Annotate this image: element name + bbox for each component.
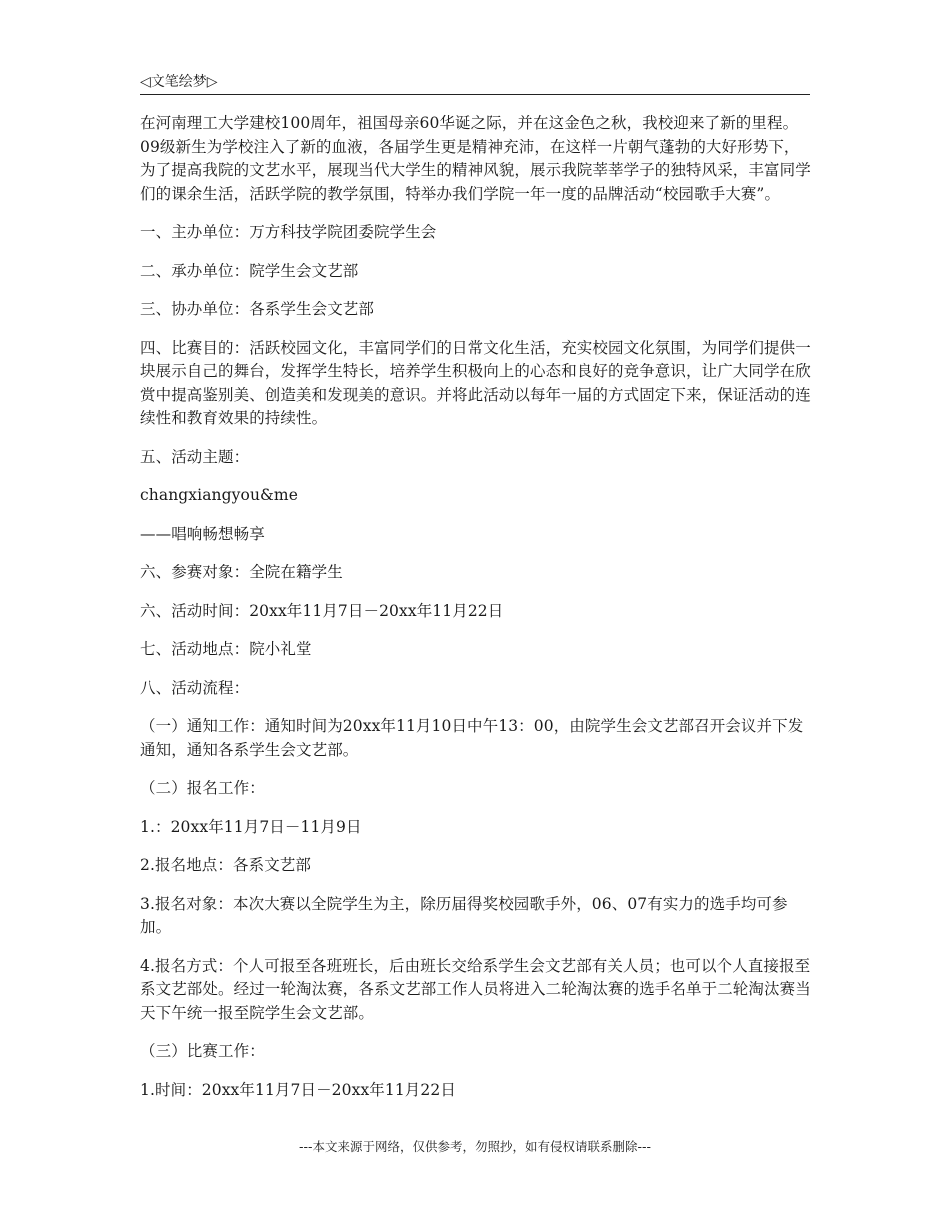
participants-line: 六、参赛对象：全院在籍学生: [140, 563, 343, 581]
theme-heading: 五、活动主题：: [140, 447, 250, 466]
registration-method: 4.报名方式：个人可报至各班班长，后由班长交给系学生会文艺部有关人员；也可以个人直接报至系文艺部处。经过一轮淘汰赛，各系文艺部工作人员将进入二轮淘汰赛的选手名单于二轮淘汰赛当天下午统一报至院学生会文艺部。: [140, 956, 811, 1022]
venue-line: 七、活动地点：院小礼堂: [140, 640, 312, 658]
registration-place: 2.报名地点：各系文艺部: [140, 856, 311, 874]
theme-english: changxiangyou&me: [140, 486, 298, 504]
header-title: ◁文笔绘梦▷: [140, 74, 218, 90]
theme-chinese: ——唱响畅想畅享: [140, 524, 265, 543]
registration-heading: （二）报名工作：: [140, 779, 265, 797]
registration-eligibility: 3.报名对象：本次大赛以全院学生为主，除历届得奖校园歌手外，06、07有实力的选手均可参加。: [140, 894, 788, 936]
document-body: [140, 112, 812, 1117]
intro-paragraph: 在河南理工大学建校100周年，祖国母亲60华诞之际，并在这金色之秋，我校迎来了新的里程。09级新生为学校注入了新的血液，各届学生更是精神充沛，在这样一片朝气蓬勃的大好形势下，为了提高我院的文艺水平，展现当代大学生的精神风貌，展示我院莘莘学子的独特风采，丰富同学们的课余生活，活跃学院的教学氛围，特举办我们学院一年一度的品牌活动“校园歌手大赛”。: [140, 114, 811, 203]
process-heading: 八、活动流程：: [140, 678, 250, 697]
competition-heading: （三）比赛工作：: [140, 1042, 265, 1060]
competition-time: 1.时间：20xx年11月7日－20xx年11月22日: [140, 1080, 456, 1099]
purpose-paragraph: 四、比赛目的：活跃校园文化，丰富同学们的日常文化生活，充实校园文化氛围，为同学们提供一块展示自己的舞台，发挥学生特长，培养学生积极向上的心态和良好的竞争意识，让广大同学在欣赏中提高鉴别美、创造美和发现美的意识。并将此活动以每年一届的方式固定下来，保证活动的连续性和教育效果的持续性。: [140, 338, 811, 427]
page-header: [140, 72, 810, 95]
host-line: 二、承办单位：院学生会文艺部: [140, 261, 359, 280]
registration-time: 1.：20xx年11月7日－11月9日: [140, 817, 362, 836]
organizer-line: 一、主办单位：万方科技学院团委院学生会: [140, 223, 437, 241]
notice-paragraph: （一）通知工作：通知时间为20xx年11月10日中午13：00，由院学生会文艺部召开会议并下发通知，通知各系学生会文艺部。: [140, 717, 804, 759]
time-line: 六、活动时间：20xx年11月7日－20xx年11月22日: [140, 601, 504, 620]
co-organizer-line: 三、协办单位：各系学生会文艺部: [140, 300, 375, 318]
page-footer: ---本文来源于网络，仅供参考，勿照抄，如有侵权请联系删除---: [298, 1139, 652, 1154]
